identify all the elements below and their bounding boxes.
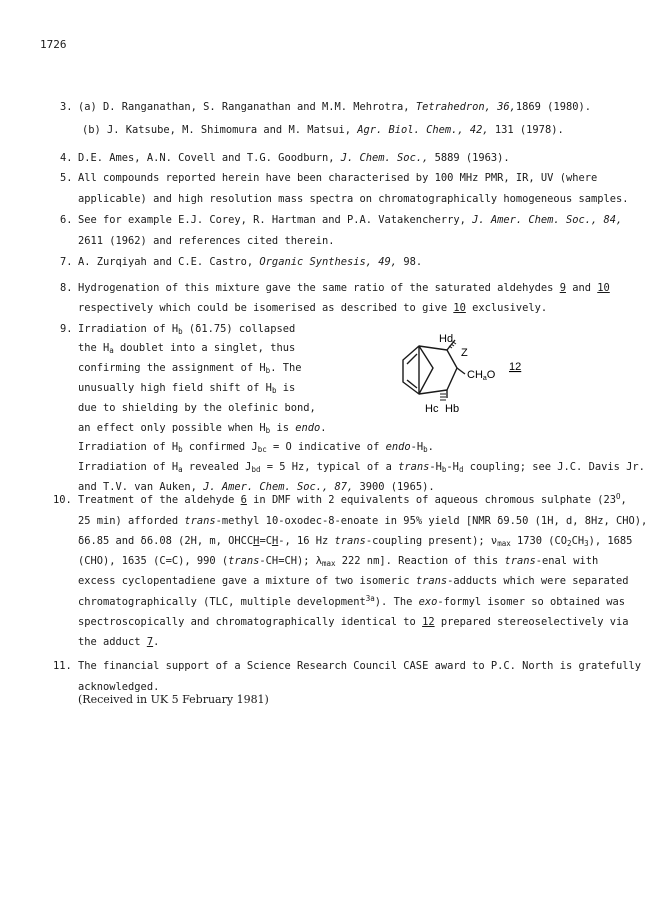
reference-line: the $H_a$ doublet into a singlet, thus — [78, 342, 296, 355]
reference-number: 5. — [60, 172, 73, 184]
reference-line: and T.V. van Auken, J. Amer. Chem. Soc., 87, 3900 (1965). — [78, 481, 435, 493]
reference-line: Irradiation of $H_b$ confirmed $J_{bc} = O$ indicative of endo-$H_b$. — [78, 441, 434, 454]
reference-line: The financial support of a Science Research Council CASE award to P.C. North is gratefully — [78, 660, 642, 672]
reference-line: (a) D. Ranganathan, S. Ranganathan and M.M. Mehrotra, Tetrahedron, 36,1869 (1980). — [78, 101, 591, 113]
bond-outline-ring — [419, 346, 457, 394]
reference-line: δ6.85 and δ6.08 (2H, m, OHCCH=CH-, 16 Hz trans-coupling present); $\nu_{max}$ 1730 $(CO_2CH_3)$, 1685 — [78, 535, 633, 548]
reference-line: due to shielding by the olefinic bond, — [78, 402, 316, 414]
reference-line: Treatment of the aldehyde 6 in DMF with 2 equivalents of aqueous chromous sulphate ($23^O$, — [78, 492, 627, 506]
reference-line: (b) J. Katsube, M. Shimomura and M. Matsui, Agr. Biol. Chem., 42, 131 (1978). — [82, 124, 564, 136]
bicyclic-structure-12 — [395, 334, 545, 420]
reference-number: 3. — [60, 101, 73, 113]
label-hb: Hb — [445, 403, 460, 415]
reference-line: Irradiation of $H_b$ (δ1.75) collapsed — [78, 323, 296, 336]
reference-number: 8. — [60, 282, 73, 294]
reference-line: D.E. Ames, A.N. Covell and T.G. Goodburn, J. Chem. Soc., 5889 (1963). — [78, 152, 510, 164]
received-date: (Received in UK 5 February 1981) — [78, 693, 269, 706]
reference-line: See for example E.J. Corey, R. Hartman and P.A. Vatakencherry, J. Amer. Chem. Soc., 84, — [78, 214, 623, 226]
reference-number: 7. — [60, 256, 73, 268]
reference-line: spectroscopically and chromatographically identical to 12 prepared stereoselectively via — [78, 616, 629, 628]
reference-number: 11. — [53, 660, 72, 672]
reference-number: 9. — [60, 323, 73, 335]
label-hd: Hd — [439, 334, 454, 345]
reference-number: 10. — [53, 494, 72, 506]
reference-line: All compounds reported herein have been characterised by 100 MHz PMR, IR, UV (where — [78, 172, 598, 184]
reference-line: 25 min) afforded trans-methyl 10-oxodec-8-enoate in 95% yield [NMR δ9.50 (1H, d, 8Hz, CHO), — [78, 515, 648, 527]
reference-line: 2611 (1962) and references cited therein. — [78, 235, 335, 247]
reference-line: respectively which could be isomerised as described to give 10 exclusively. — [78, 302, 548, 314]
label-z: Z — [461, 347, 468, 359]
reference-line: Hydrogenation of this mixture gave the same ratio of the saturated aldehydes 9 and 10 — [78, 282, 610, 294]
label-hc: Hc — [425, 403, 439, 415]
reference-line: the adduct 7. — [78, 636, 160, 648]
reference-line: unusually high field shift of $H_b$ is — [78, 382, 296, 395]
double-bond-marks — [407, 354, 417, 388]
reference-line: applicable) and high resolution mass spectra on chromatographically homogeneous samples. — [78, 193, 629, 205]
reference-line: acknowledged. — [78, 681, 160, 693]
reference-line: excess cyclopentadiene gave a mixture of two isomeric trans-adducts which were separated — [78, 575, 629, 587]
reference-line: confirming the assignment of $H_b$. The — [78, 362, 302, 375]
compound-number: 12 — [509, 361, 522, 373]
reference-number: 4. — [60, 152, 73, 164]
reference-line: A. Zurqiyah and C.E. Castro, Organic Synthesis, 49, 98. — [78, 256, 423, 268]
reference-line: Irradiation of $H_a$ revealed $J_{bd} = 5$ Hz, typical of a trans-$H_b-H_d$ coupling; see J.C. Davis Jr. — [78, 461, 645, 474]
reference-line: an effect only possible when $H_b$ is endo. — [78, 422, 327, 435]
page-number: 1726 — [40, 38, 67, 51]
cho-bond — [457, 368, 465, 374]
reference-number: 6. — [60, 214, 73, 226]
label-cho: CHaO — [467, 369, 496, 382]
reference-line: (CHO), 1635 (C=C), 990 (trans-CH=CH); $\lambda_{max}$ 222 nm]. Reaction of this trans-enal with — [78, 555, 599, 568]
reference-line: chromatographically (TLC, multiple development$^{3a}$). The exo-formyl isomer so obtained was — [78, 594, 626, 608]
bridge-bond — [419, 346, 433, 394]
